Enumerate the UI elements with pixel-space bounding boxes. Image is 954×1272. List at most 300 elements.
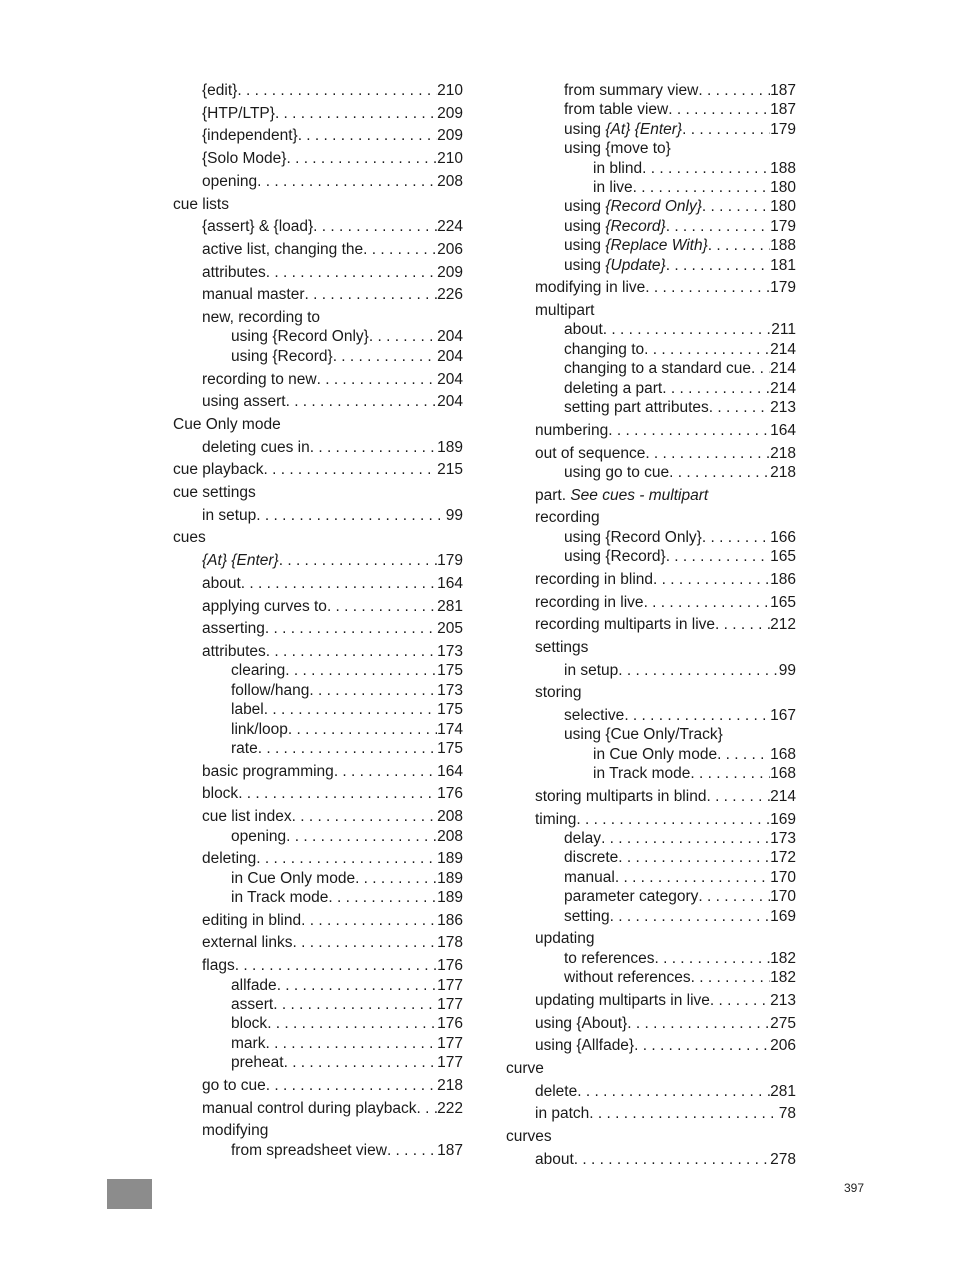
index-entry-label: cue playback <box>173 461 264 479</box>
index-entry <box>173 619 463 638</box>
index-entry-label: updating <box>535 930 595 948</box>
index-entry-label: {edit} <box>202 82 238 99</box>
index-entry <box>506 570 796 589</box>
index-entry-label: modifying in live <box>535 279 646 297</box>
index-entry-label: using {Record Only} <box>231 328 369 346</box>
index-entry-page: 210 <box>437 82 463 99</box>
dot-leader <box>618 661 778 680</box>
index-entry-label: block <box>202 785 239 803</box>
index-entry-label-part: {Record} <box>605 217 666 235</box>
index-entry <box>506 725 796 744</box>
dot-leader <box>284 1053 438 1072</box>
index-entry-label: opening <box>231 827 287 845</box>
dot-leader <box>627 1014 770 1033</box>
index-entry-label: storing multiparts in blind <box>535 787 707 805</box>
index-entry <box>173 956 463 975</box>
index-entry-page: 208 <box>437 827 463 845</box>
index-entry-page: 164 <box>770 421 796 439</box>
index-entry-label: setting part attributes <box>564 399 709 417</box>
dot-leader <box>666 256 770 275</box>
index-entry <box>173 681 463 700</box>
dot-leader <box>256 506 445 525</box>
index-entry <box>506 907 796 926</box>
index-entry-page: 278 <box>770 1150 796 1168</box>
dot-leader <box>603 320 771 339</box>
index-entry-label: changing to a standard cue <box>564 360 751 378</box>
dot-leader <box>237 81 437 100</box>
index-entry-page: 164 <box>437 574 463 592</box>
index-entry <box>173 700 463 719</box>
index-entry <box>506 301 796 320</box>
index-entry-label: link/loop <box>231 720 288 738</box>
index-entry-label: deleting <box>202 850 257 868</box>
dot-leader <box>698 887 770 906</box>
dot-leader <box>286 149 437 168</box>
index-entry-label: cue settings <box>173 484 256 502</box>
index-entry-label: about <box>202 574 241 592</box>
dot-leader <box>273 995 437 1014</box>
index-entry-page: 177 <box>437 976 463 994</box>
index-entry-label: selective <box>564 707 625 725</box>
index-entry-page: 222 <box>437 1099 463 1117</box>
index-entry-label <box>564 217 666 236</box>
dot-leader <box>267 1014 437 1033</box>
index-entry-label: discrete <box>564 849 619 867</box>
index-entry-page: 166 <box>770 528 796 546</box>
index-entry <box>506 340 796 359</box>
index-entry-label: about <box>535 1150 574 1168</box>
dot-leader <box>666 217 770 236</box>
index-entry-label: in blind <box>593 159 643 177</box>
index-entry-label: in patch <box>535 1105 590 1123</box>
dot-leader <box>257 172 437 191</box>
index-entry <box>506 1150 796 1169</box>
index-entry-label: editing in blind <box>202 911 302 929</box>
index-entry-page: 179 <box>770 217 796 235</box>
index-entry-label: about <box>564 321 603 339</box>
index-entry <box>506 508 796 527</box>
index-entry <box>173 506 463 525</box>
index-entry-page: 214 <box>770 360 796 378</box>
dot-leader <box>305 285 438 304</box>
dot-leader <box>624 706 770 725</box>
dot-leader <box>266 642 437 661</box>
dot-leader <box>277 976 437 995</box>
dot-leader <box>334 762 437 781</box>
index-entry-label: deleting a part <box>564 379 663 397</box>
index-entry-label-part: using <box>564 217 606 235</box>
index-entry-label: using {Allfade} <box>535 1037 635 1055</box>
index-entry-page: 189 <box>437 438 463 456</box>
index-entry <box>173 1141 463 1160</box>
index-entry-page: 176 <box>437 785 463 803</box>
dot-leader <box>328 888 437 907</box>
index-entry-label-part: using <box>564 120 606 138</box>
index-entry-page: 165 <box>770 593 796 611</box>
index-column-right <box>506 81 796 1169</box>
index-entry-page: 174 <box>437 720 463 738</box>
index-entry <box>506 278 796 297</box>
index-entry-page: 214 <box>770 787 796 805</box>
dot-leader <box>574 1150 770 1169</box>
index-entry-page: 187 <box>437 1141 463 1159</box>
dot-leader <box>669 463 770 482</box>
index-entry <box>173 392 463 411</box>
index-entry-page: 213 <box>770 399 796 417</box>
index-entry-label: asserting <box>202 620 265 638</box>
index-column-left <box>173 81 463 1160</box>
index-entry-page: 281 <box>437 597 463 615</box>
index-entry-page: 175 <box>437 662 463 680</box>
index-entry-label: cue list index <box>202 808 292 826</box>
index-entry-page: 209 <box>437 127 463 145</box>
index-entry-label: from summary view <box>564 82 699 99</box>
index-entry-label-part: {At} {Enter} <box>605 120 683 138</box>
index-entry-page: 173 <box>770 830 796 848</box>
dot-leader <box>751 359 770 378</box>
index-entry-page: 189 <box>437 850 463 868</box>
index-entry-page: 281 <box>770 1082 796 1100</box>
index-entry-page: 169 <box>770 907 796 925</box>
index-entry-label: manual <box>564 868 615 886</box>
index-entry <box>173 661 463 680</box>
index-entry-label: rate <box>231 740 258 758</box>
index-entry-label: updating multiparts in live <box>535 991 710 1009</box>
index-entry-label: delete <box>535 1082 578 1100</box>
index-entry-label: in Track mode <box>593 765 691 783</box>
dot-leader <box>235 956 437 975</box>
index-entry-label-part: {Replace With} <box>605 237 708 255</box>
index-entry-page: 99 <box>778 661 796 679</box>
dot-leader <box>279 551 437 570</box>
index-entry-page: 206 <box>437 240 463 258</box>
index-entry <box>506 1082 796 1101</box>
index-entry-page: 173 <box>437 681 463 699</box>
index-entry-page: 208 <box>437 172 463 190</box>
dot-leader <box>265 619 437 638</box>
dot-leader <box>275 104 437 123</box>
index-entry-label: using {Cue Only/Track} <box>564 726 723 744</box>
dot-leader <box>698 81 770 100</box>
index-entry <box>173 597 463 616</box>
index-entry-page: 169 <box>770 810 796 828</box>
index-entry <box>173 149 463 168</box>
index-entry-label: modifying <box>202 1122 269 1140</box>
index-entry-page: 188 <box>770 237 796 255</box>
index-entry-page: 214 <box>770 379 796 397</box>
index-entry-page: 205 <box>437 620 463 638</box>
index-entry-page: 182 <box>770 949 796 967</box>
index-entry-label: in Track mode <box>231 889 329 907</box>
dot-leader <box>576 810 770 829</box>
dot-leader <box>577 1082 770 1101</box>
index-entry-label: timing <box>535 810 577 828</box>
dot-leader <box>645 444 770 463</box>
index-entry-label: {Solo Mode} <box>202 150 287 168</box>
index-entry <box>173 869 463 888</box>
dot-leader <box>333 347 437 366</box>
index-entry <box>506 421 796 440</box>
index-entry-label: using {Record} <box>231 347 333 365</box>
index-entry-page: 167 <box>770 707 796 725</box>
index-entry-page: 187 <box>770 82 796 99</box>
index-entry <box>173 347 463 366</box>
index-entry-label: follow/hang <box>231 681 310 699</box>
dot-leader <box>633 178 770 197</box>
index-entry-page: 189 <box>437 889 463 907</box>
dot-leader <box>263 460 437 479</box>
index-entry-label: multipart <box>535 302 595 320</box>
index-entry-page: 204 <box>437 393 463 411</box>
dot-leader <box>238 784 437 803</box>
index-entry-page: 78 <box>778 1105 796 1123</box>
index-entry-page: 177 <box>437 1034 463 1052</box>
index-entry-label: in Cue Only mode <box>231 869 356 887</box>
index-entry <box>506 745 796 764</box>
dot-leader <box>258 739 437 758</box>
dot-leader <box>642 159 770 178</box>
index-entry-page: 210 <box>437 150 463 168</box>
index-entry-label: using go to cue <box>564 463 670 481</box>
index-entry-label: manual control during playback <box>202 1099 417 1117</box>
index-entry-label-part: part. <box>535 486 571 504</box>
dot-leader <box>706 787 770 806</box>
index-entry-page: 170 <box>770 868 796 886</box>
index-entry <box>173 240 463 259</box>
index-entry-label: changing to <box>564 340 645 358</box>
index-entry-page: 181 <box>770 256 796 274</box>
index-entry-label: settings <box>535 638 589 656</box>
index-entry <box>506 1059 796 1078</box>
dot-leader <box>618 848 770 867</box>
index-entry <box>173 574 463 593</box>
index-entry-label-part: using <box>564 198 606 216</box>
index-entry <box>173 933 463 952</box>
index-entry-page: 168 <box>770 765 796 783</box>
index-entry-label: attributes <box>202 263 266 281</box>
index-entry <box>173 81 463 100</box>
index-entry <box>173 827 463 846</box>
index-entry-label: clearing <box>231 662 286 680</box>
index-entry <box>173 217 463 236</box>
index-entry-page: 204 <box>437 347 463 365</box>
index-entry <box>506 683 796 702</box>
dot-leader <box>313 217 437 236</box>
index-entry-label: attributes <box>202 642 266 660</box>
index-entry-label: {HTP/LTP} <box>202 104 275 122</box>
index-entry <box>506 787 796 806</box>
index-entry-page: 176 <box>437 1015 463 1033</box>
index-entry-label: in setup <box>564 661 619 679</box>
index-entry-page: 204 <box>437 370 463 388</box>
index-entry-label: preheat <box>231 1054 284 1072</box>
index-entry-page: 182 <box>770 969 796 987</box>
index-entry-page: 165 <box>770 548 796 566</box>
index-entry <box>173 888 463 907</box>
index-entry <box>173 1076 463 1095</box>
index-entry-page: 212 <box>770 616 796 634</box>
index-entry <box>173 807 463 826</box>
index-entry-label: delay <box>564 830 602 848</box>
index-entry-label: setting <box>564 907 610 925</box>
index-entry-page: 218 <box>437 1076 463 1094</box>
index-entry-page: 189 <box>437 869 463 887</box>
index-entry <box>173 460 463 479</box>
index-entry <box>173 1099 463 1118</box>
dot-leader <box>301 911 437 930</box>
dot-leader <box>387 1141 437 1160</box>
index-entry <box>173 1121 463 1140</box>
index-entry-label <box>535 486 708 505</box>
index-entry <box>173 739 463 758</box>
index-entry <box>173 642 463 661</box>
dot-leader <box>264 700 437 719</box>
footer-tab-marker <box>107 1179 152 1209</box>
dot-leader <box>298 126 437 145</box>
dot-leader <box>610 907 770 926</box>
index-entry-page: 99 <box>445 506 463 524</box>
index-entry <box>173 1034 463 1053</box>
index-entry <box>173 911 463 930</box>
index-entry-label: active list, changing the <box>202 240 364 258</box>
index-entry-page: 226 <box>437 286 463 304</box>
index-entry-label: Cue Only mode <box>173 415 281 433</box>
index-entry-label: out of sequence <box>535 444 646 462</box>
index-entry <box>506 139 796 158</box>
index-entry-label: numbering <box>535 421 609 439</box>
index-entry-label: recording in blind <box>535 570 654 588</box>
index-entry <box>506 949 796 968</box>
dot-leader <box>691 968 770 987</box>
index-entry <box>506 486 796 505</box>
index-entry-page: 206 <box>770 1037 796 1055</box>
dot-leader <box>288 720 437 739</box>
index-entry <box>173 104 463 123</box>
index-entry-label: storing <box>535 684 582 702</box>
index-entry-page: 176 <box>437 957 463 975</box>
index-entry-page: 180 <box>770 198 796 216</box>
dot-leader <box>710 991 770 1010</box>
dot-leader <box>256 849 437 868</box>
index-entry-page: 179 <box>770 279 796 297</box>
index-entry-page: 177 <box>437 995 463 1013</box>
index-entry <box>173 285 463 304</box>
index-entry-label: opening <box>202 172 258 190</box>
index-entry-label: external links <box>202 934 293 952</box>
dot-leader <box>715 615 770 634</box>
index-entry <box>506 829 796 848</box>
dot-leader <box>708 236 770 255</box>
index-entry-page: 187 <box>770 101 796 119</box>
index-entry-page: 164 <box>437 762 463 780</box>
index-entry <box>173 370 463 389</box>
dot-leader <box>644 593 771 612</box>
index-entry <box>506 359 796 378</box>
index-entry <box>506 236 796 255</box>
index-entry <box>506 463 796 482</box>
index-entry-page: 175 <box>437 740 463 758</box>
index-entry-page: 218 <box>770 463 796 481</box>
dot-leader <box>690 764 770 783</box>
index-entry-page: 214 <box>770 340 796 358</box>
page-number: 397 <box>844 1181 865 1195</box>
index-entry-label: block <box>231 1015 268 1033</box>
index-entry <box>506 197 796 216</box>
index-entry <box>506 810 796 829</box>
index-entry-label: allfade <box>231 976 277 994</box>
index-entry <box>506 217 796 236</box>
index-entry-label <box>564 256 666 275</box>
index-entry-page: 173 <box>437 642 463 660</box>
dot-leader <box>327 597 437 616</box>
index-entry-page: 186 <box>437 911 463 929</box>
dot-leader <box>668 100 770 119</box>
index-entry-label-part: See cues - multipart <box>570 486 709 504</box>
dot-leader <box>292 933 437 952</box>
dot-leader <box>702 197 770 216</box>
index-entry-label <box>564 120 682 139</box>
index-entry <box>173 1053 463 1072</box>
index-entry-label: using {Record Only} <box>564 528 702 546</box>
index-entry <box>506 379 796 398</box>
dot-leader <box>589 1104 778 1123</box>
index-entry-label: from table view <box>564 101 669 119</box>
index-entry <box>173 976 463 995</box>
index-entry <box>506 256 796 275</box>
index-entry-page: 215 <box>437 461 463 479</box>
dot-leader <box>285 661 437 680</box>
index-entry-label: using {About} <box>535 1014 628 1032</box>
index-entry-label-part: using <box>564 256 606 274</box>
index-entry-label: in Cue Only mode <box>593 745 718 763</box>
index-entry <box>173 195 463 214</box>
dot-leader <box>666 547 770 566</box>
index-entry-label: in live <box>593 179 633 197</box>
dot-leader <box>317 370 438 389</box>
index-entry-label: new, recording to <box>202 309 321 327</box>
index-entry <box>506 547 796 566</box>
dot-leader <box>662 379 770 398</box>
dot-leader <box>717 745 770 764</box>
dot-leader <box>286 392 438 411</box>
index-entry-label: recording multiparts in live <box>535 616 716 634</box>
index-entry <box>506 100 796 119</box>
index-entry-label: from spreadsheet view <box>231 1141 387 1159</box>
index-entry <box>506 159 796 178</box>
index-entry-page: 186 <box>770 570 796 588</box>
index-entry-label-part: {Update} <box>605 256 666 274</box>
index-entry <box>173 995 463 1014</box>
index-entry <box>506 1104 796 1123</box>
index-entry <box>506 593 796 612</box>
index-entry-label: applying curves to <box>202 597 327 615</box>
index-entry-page: 218 <box>770 444 796 462</box>
index-entry <box>173 551 463 570</box>
index-entry-label: curve <box>506 1060 544 1078</box>
index-entry-label: deleting cues in <box>202 438 310 456</box>
dot-leader <box>709 398 770 417</box>
dot-leader <box>241 574 437 593</box>
index-entry-label-part: using <box>564 237 606 255</box>
index-entry-label: recording <box>535 509 600 527</box>
index-entry-label: to references <box>564 949 655 967</box>
index-entry-label: label <box>231 701 264 719</box>
index-entry-label: without references <box>564 969 691 987</box>
index-entry <box>506 638 796 657</box>
index-entry-label: {At} {Enter} <box>202 552 279 570</box>
index-entry <box>506 764 796 783</box>
index-entry-label: using {move to} <box>564 140 671 158</box>
